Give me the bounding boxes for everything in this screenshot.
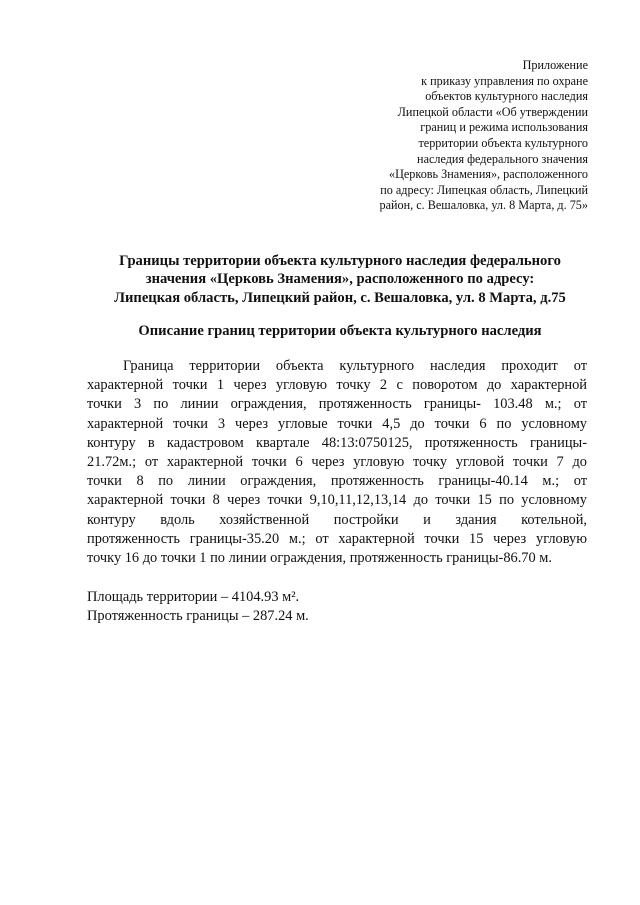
area-value: Площадь территории – 4104.93 м². [87,589,300,605]
appendix-line: район, с. Вешаловка, ул. 8 Марта, д. 75» [379,198,588,213]
appendix-line: по адресу: Липецкая область, Липецкий [380,182,588,197]
description-line: точки 8 по линии ограждения, протяженность границы-40.14 м.; от [87,473,587,490]
appendix-line: территории объекта культурного [418,135,588,150]
appendix-line: наследия федерального значения [417,151,588,166]
appendix-line: к приказу управления по охране [421,73,588,88]
title-line: Липецкая область, Липецкий район, с. Вешаловка, ул. 8 Марта, д.75 [114,289,566,306]
title-line: значения «Церковь Знамения», расположенного по адресу: [145,271,535,288]
description-line: контуру в кадастровом квартале 48:13:0750125, протяженность границы- [87,434,587,451]
description-line: характерной точки 3 через угловые точки 4,5 до точки 6 по условному [87,415,587,432]
description-line: характерной точки 8 через точки 9,10,11,12,13,14 до точки 15 по условному [87,492,587,509]
section-heading: Описание границ территории объекта культурного наследия [138,323,542,339]
description-line: точку 16 до точки 1 по линии ограждения, протяженность границы-86.70 м. [87,550,552,567]
appendix-line: Приложение [522,58,588,72]
document-title [70,252,610,307]
appendix-line: границ и режима использования [420,120,588,135]
summary-block [87,588,587,626]
title-line: Границы территории объекта культурного наследия федерального [119,253,561,269]
description-line: характерной точки 1 через угловую точку 2 с поворотом до характерной [87,377,587,394]
appendix-line: Липецкой области «Об утверждении [397,104,588,119]
description-line: протяженность границы-35.20 м.; от характерной точки 15 через угловую [87,530,587,547]
description-line: Граница территории объекта культурного наследия проходит от [123,358,587,374]
appendix-header [288,58,588,214]
appendix-line: «Церковь Знамения», расположенного [389,167,588,182]
boundary-description [87,357,587,568]
boundary-length-value: Протяженность границы – 287.24 м. [87,608,309,625]
description-line: контуру вдоль хозяйственной постройки и здания котельной, [87,511,587,528]
appendix-line: объектов культурного наследия [425,89,588,104]
description-line: точки 3 по линии ограждения, протяженность границы- 103.48 м.; от [87,396,587,413]
description-line: 21.72м.; от характерной точки 6 через угловую точку угловой точки 7 до [87,454,587,471]
